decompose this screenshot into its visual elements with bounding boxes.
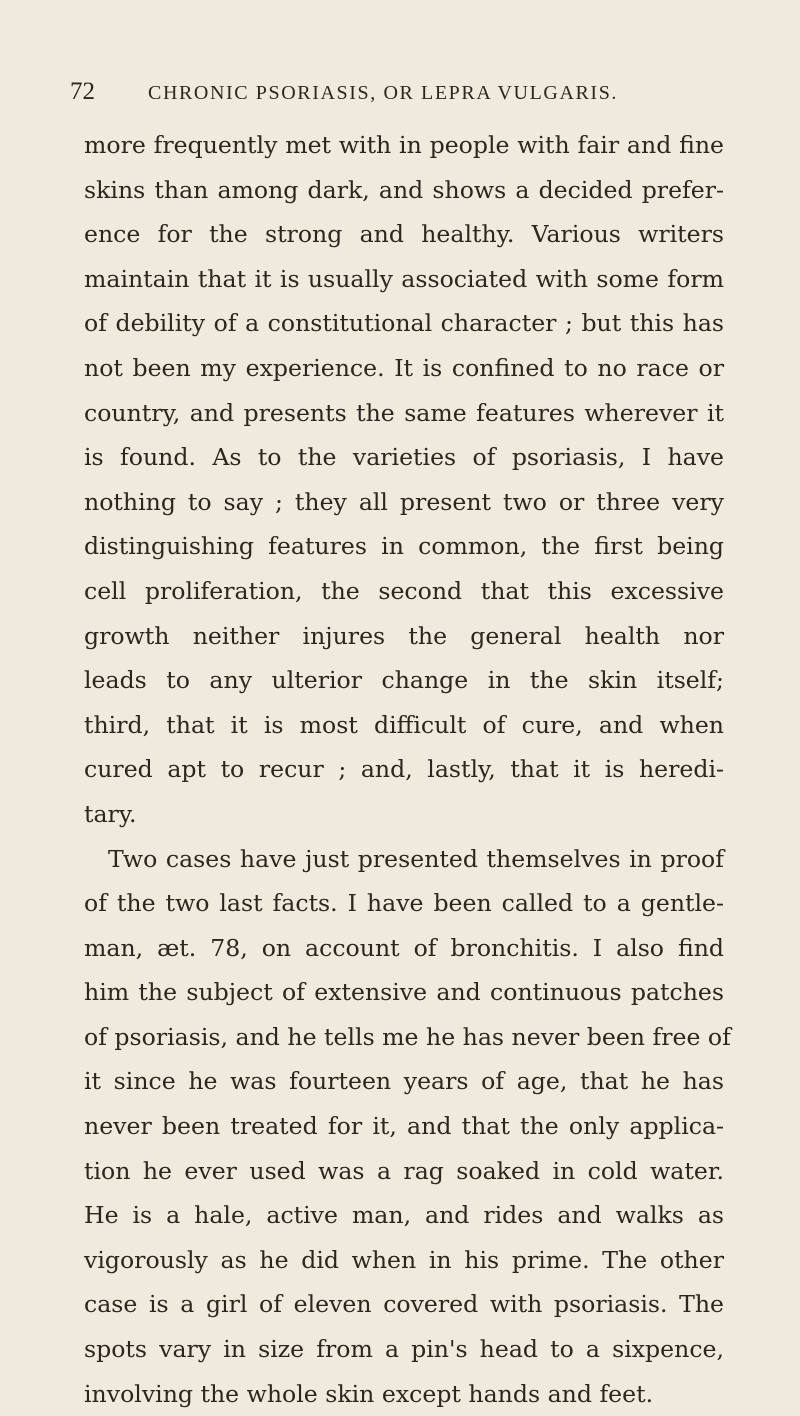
- text-line: involving the whole skin except hands and feet.: [84, 1372, 724, 1416]
- text-line: not been my experience. It is confined to no race or: [84, 346, 724, 391]
- text-line: more frequently met with in people with fair and fine: [84, 123, 724, 168]
- text-line: cured apt to recur ; and, lastly, that it is heredi-: [84, 747, 724, 792]
- text-line: never been treated for it, and that the only applica-: [84, 1104, 724, 1149]
- text-line: country, and presents the same features wherever it: [84, 391, 724, 436]
- text-line: tary.: [84, 792, 724, 837]
- text-line: tion he ever used was a rag soaked in cold water.: [84, 1149, 724, 1194]
- paragraph-1: [84, 123, 724, 837]
- text-line: of psoriasis, and he tells me he has never been free of: [84, 1015, 724, 1060]
- text-line: case is a girl of eleven covered with psoriasis. The: [84, 1282, 724, 1327]
- text-line: maintain that it is usually associated with some form: [84, 257, 724, 302]
- text-line: man, æt. 78, on account of bronchitis. I also find: [84, 926, 724, 971]
- paragraph-2: [84, 837, 724, 1416]
- text-line: leads to any ulterior change in the skin itself;: [84, 658, 724, 703]
- text-line: vigorously as he did when in his prime. The other: [84, 1238, 724, 1283]
- text-line: skins than among dark, and shows a decided prefer-: [84, 168, 724, 213]
- text-line: of debility of a constitutional character ; but this has: [84, 301, 724, 346]
- text-line: third, that it is most difficult of cure, and when: [84, 703, 724, 748]
- text-line: ence for the strong and healthy. Various writers: [84, 212, 724, 257]
- text-line: cell proliferation, the second that this excessive: [84, 569, 724, 614]
- page-number: 72: [70, 78, 148, 106]
- body-text: [84, 123, 724, 1416]
- text-line: is found. As to the varieties of psoriasis, I have: [84, 435, 724, 480]
- text-line: distinguishing features in common, the first being: [84, 524, 724, 569]
- text-line: He is a hale, active man, and rides and walks as: [84, 1193, 724, 1238]
- text-line: nothing to say ; they all present two or three very: [84, 480, 724, 525]
- running-title: CHRONIC PSORIASIS, OR LEPRA VULGARIS.: [148, 82, 618, 105]
- text-line: spots vary in size from a pin's head to a sixpence,: [84, 1327, 724, 1372]
- text-line: growth neither injures the general health nor: [84, 614, 724, 659]
- text-line: of the two last facts. I have been called to a gentle-: [84, 881, 724, 926]
- running-head: [70, 78, 730, 108]
- text-line: him the subject of extensive and continuous patches: [84, 970, 724, 1015]
- text-line: Two cases have just presented themselves in proof: [84, 837, 724, 882]
- text-line: it since he was fourteen years of age, that he has: [84, 1059, 724, 1104]
